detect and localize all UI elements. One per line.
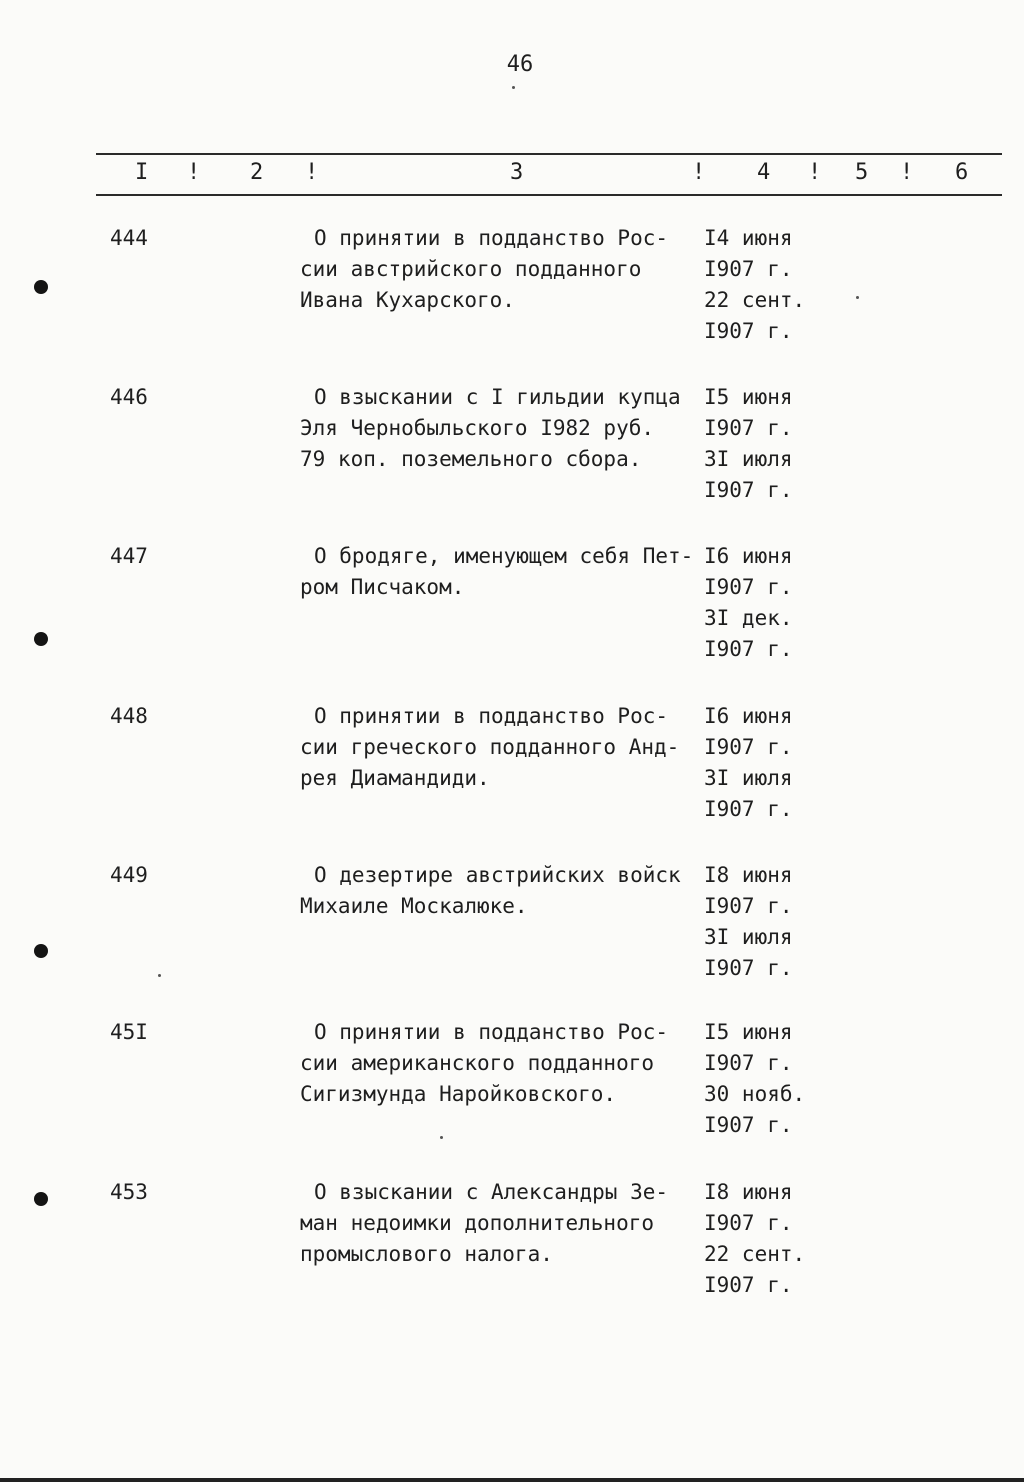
entry-date-line: 3I июля <box>704 766 793 790</box>
entry-title-line: О принятии в подданство Рос- <box>314 226 669 250</box>
header-col-5: 5 <box>855 160 869 185</box>
entry-date-line: I6 июня <box>704 544 793 568</box>
binder-hole <box>34 632 48 646</box>
entry-date-line: I907 г. <box>704 956 793 980</box>
entry-date-line: I907 г. <box>704 797 793 821</box>
table-top-rule <box>96 153 1002 155</box>
header-separator: ! <box>900 160 914 185</box>
entry-title-line: сии греческого подданного Анд- <box>300 735 680 759</box>
scan-speck <box>158 974 161 977</box>
entry-date-line: 30 нояб. <box>704 1082 806 1106</box>
entry-date-line: I907 г. <box>704 1273 793 1297</box>
entry-title-line: ром Писчаком. <box>300 575 465 599</box>
entry-title-line: сии американского подданного <box>300 1051 655 1075</box>
header-separator: ! <box>305 160 319 185</box>
entry-date-line: I5 июня <box>704 385 793 409</box>
entry-number: 448 <box>110 704 148 728</box>
entry-title-line: О дезертире австрийских войск <box>314 863 681 887</box>
page-number: 46 <box>506 52 534 77</box>
entry-number: 446 <box>110 385 148 409</box>
binder-hole <box>34 1192 48 1206</box>
entry-number: 447 <box>110 544 148 568</box>
entry-date-line: I907 г. <box>704 416 793 440</box>
entry-date-line: I907 г. <box>704 1211 793 1235</box>
entry-date-line: I8 июня <box>704 863 793 887</box>
entry-date-line: I907 г. <box>704 575 793 599</box>
entry-title-line: О взыскании с Александры Зе- <box>314 1180 669 1204</box>
entry-date-line: I907 г. <box>704 735 793 759</box>
header-separator: ! <box>692 160 706 185</box>
scan-speck <box>512 86 515 89</box>
entry-date-line: I4 июня <box>704 226 793 250</box>
entry-title-line: Сигизмунда Наройковского. <box>300 1082 617 1106</box>
entry-number: 453 <box>110 1180 148 1204</box>
entry-date-line: I907 г. <box>704 1113 793 1137</box>
entry-date-line: I8 июня <box>704 1180 793 1204</box>
scan-speck <box>856 296 859 299</box>
entry-date-line: 3I дек. <box>704 606 793 630</box>
entry-title-line: Михаиле Москалюке. <box>300 894 528 918</box>
header-col-6: 6 <box>955 160 969 185</box>
entry-date-line: 22 сент. <box>704 1242 806 1266</box>
header-separator: ! <box>808 160 822 185</box>
entry-date-line: I907 г. <box>704 257 793 281</box>
entry-date-line: I907 г. <box>704 1051 793 1075</box>
entry-date-line: I5 июня <box>704 1020 793 1044</box>
header-separator: ! <box>187 160 201 185</box>
entry-title-line: О принятии в подданство Рос- <box>314 1020 669 1044</box>
entry-date-line: I907 г. <box>704 478 793 502</box>
entry-date-line: 22 сент. <box>704 288 806 312</box>
entry-date-line: 3I июля <box>704 925 793 949</box>
table-header-rule <box>96 194 1002 196</box>
entry-date-line: I907 г. <box>704 637 793 661</box>
entry-title-line: О бродяге, именующем себя Пет- <box>314 544 694 568</box>
binder-hole <box>34 944 48 958</box>
entry-title-line: промыслового налога. <box>300 1242 553 1266</box>
entry-number: 45I <box>110 1020 148 1044</box>
entry-title-line: О взыскании с I гильдии купца <box>314 385 681 409</box>
header-col-3: 3 <box>510 160 524 185</box>
entry-title-line: 79 коп. поземельного сбора. <box>300 447 642 471</box>
entry-date-line: I6 июня <box>704 704 793 728</box>
header-col-2: 2 <box>250 160 264 185</box>
header-col-4: 4 <box>757 160 771 185</box>
entry-title-line: Эля Чернобыльского I982 руб. <box>300 416 655 440</box>
entry-title-line: Ивана Кухарского. <box>300 288 515 312</box>
entry-date-line: I907 г. <box>704 319 793 343</box>
scan-speck <box>440 1136 443 1139</box>
entry-title-line: рея Диамандиди. <box>300 766 490 790</box>
header-col-1: I <box>135 160 149 185</box>
page-bottom-edge <box>0 1478 1024 1482</box>
entry-number: 449 <box>110 863 148 887</box>
binder-hole <box>34 280 48 294</box>
entry-number: 444 <box>110 226 148 250</box>
entry-date-line: 3I июля <box>704 447 793 471</box>
entry-title-line: сии австрийского подданного <box>300 257 642 281</box>
entry-title-line: ман недоимки дополнительного <box>300 1211 655 1235</box>
entry-date-line: I907 г. <box>704 894 793 918</box>
entry-title-line: О принятии в подданство Рос- <box>314 704 669 728</box>
